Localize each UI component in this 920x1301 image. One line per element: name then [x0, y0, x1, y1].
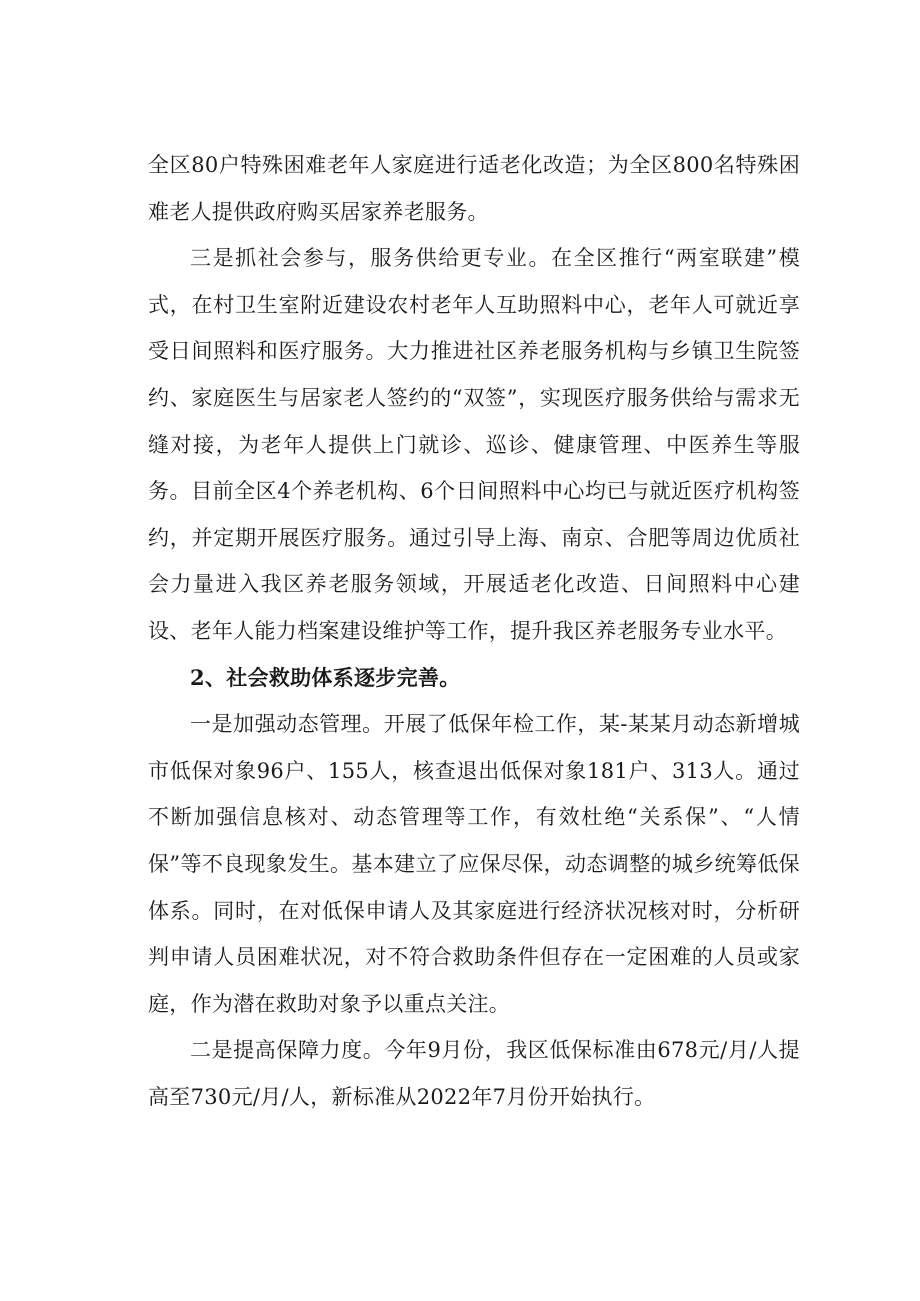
paragraph-social-participation: 三是抓社会参与，服务供给更专业。在全区推行“两室联建”模式，在村卫生室附近建设农村老年人互助照料中心，老年人可就近享受日间照料和医疗服务。大力推进社区养老服务机构与乡镇卫生院签约、家庭医生与居家老人签约的“双签”，实现医疗服务供给与需求无缝对接，为老年人提供上门就诊、巡诊、健康管理、中医养生等服务。目前全区4个养老机构、6个日间照料中心均已与就近医疗机构签约，并定期开展医疗服务。通过引导上海、南京、合肥等周边优质社会力量进入我区养老服务领域，开展适老化改造、日间照料中心建设、老年人能力档案建设维护等工作，提升我区养老服务专业水平。: [148, 246, 800, 643]
document-body: [148, 142, 800, 1120]
paragraph-dynamic-management: 一是加强动态管理。开展了低保年检工作，某-某某月动态新增城市低保对象96户、155人，核查退出低保对象181户、313人。通过不断加强信息核对、动态管理等工作，有效杜绝“关系保”、“人情保”等不良现象发生。基本建立了应保尽保，动态调整的城乡统筹低保体系。同时，在对低保申请人及其家庭进行经济状况核对时，分析研判申请人员困难状况，对不符合救助条件但存在一定困难的人员或家庭，作为潜在救助对象予以重点关注。: [148, 712, 800, 1016]
paragraph-continuation: 全区80户特殊困难老年人家庭进行适老化改造；为全区800名特殊困难老人提供政府购买居家养老服务。: [148, 153, 800, 224]
section-heading-social-assistance: 2、社会救助体系逐步完善。: [190, 664, 461, 690]
paragraph-guarantee-strength: 二是提高保障力度。今年9月份，我区低保标准由678元/月/人提高至730元/月/人，新标准从2022年7月份开始执行。: [148, 1038, 800, 1109]
